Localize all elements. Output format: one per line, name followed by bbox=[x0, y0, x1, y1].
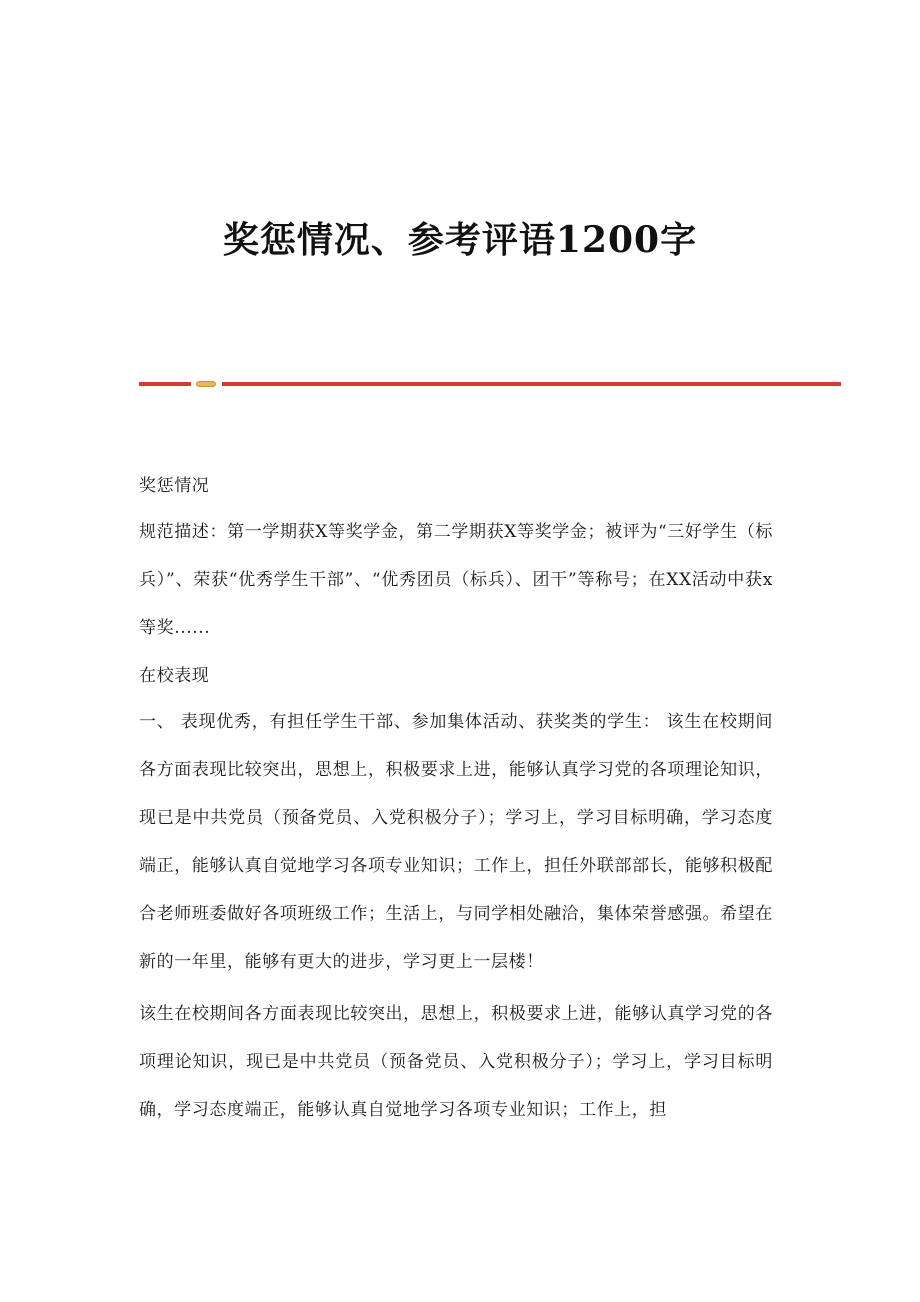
section-heading-school-performance: 在校表现 bbox=[139, 666, 210, 686]
divider-bar-left bbox=[139, 382, 191, 386]
divider-ornament-icon bbox=[196, 381, 216, 387]
divider-bar-right bbox=[222, 382, 841, 386]
paragraph-evaluation-two: 该生在校期间各方面表现比较突出，思想上，积极要求上进，能够认真学习党的各项理论知识，现已是中共党员（预备党员、入党积极分子）；学习上，学习目标明确，学习态度端正，能够认真自觉地学习各项专业知识；工作上，担 bbox=[139, 1004, 773, 1120]
paragraph-evaluation-one: 一、 表现优秀，有担任学生干部、参加集体活动、获奖类的学生： 该生在校期间各方面表现比较突出，思想上，积极要求上进，能够认真学习党的各项理论知识，现已是中共党员（预备党员、入党积极分子）；学习上，学习目标明确，学习态度端正，能够认真自觉地学习各项专业知识；工作上，担任外联部部长，能够积极配合老师班委做好各项班级工作；生活上，与同学相处融洽，集体荣誉感强。希望在新的一年里，能够有更大的进步，学习更上一层楼！ bbox=[139, 712, 773, 972]
section-heading-rewards: 奖惩情况 bbox=[139, 476, 210, 496]
paragraph-rewards-description: 规范描述：第一学期获X等奖学金，第二学期获X等奖学金；被评为“三好学生（标兵）”、荣获“优秀学生干部”、“优秀团员（标兵）、团干”等称号；在XX活动中获x等奖...... bbox=[139, 522, 773, 638]
title-divider bbox=[139, 380, 841, 388]
document-title: 奖惩情况、参考评语1200字 bbox=[222, 219, 698, 261]
document-body bbox=[139, 466, 773, 1138]
